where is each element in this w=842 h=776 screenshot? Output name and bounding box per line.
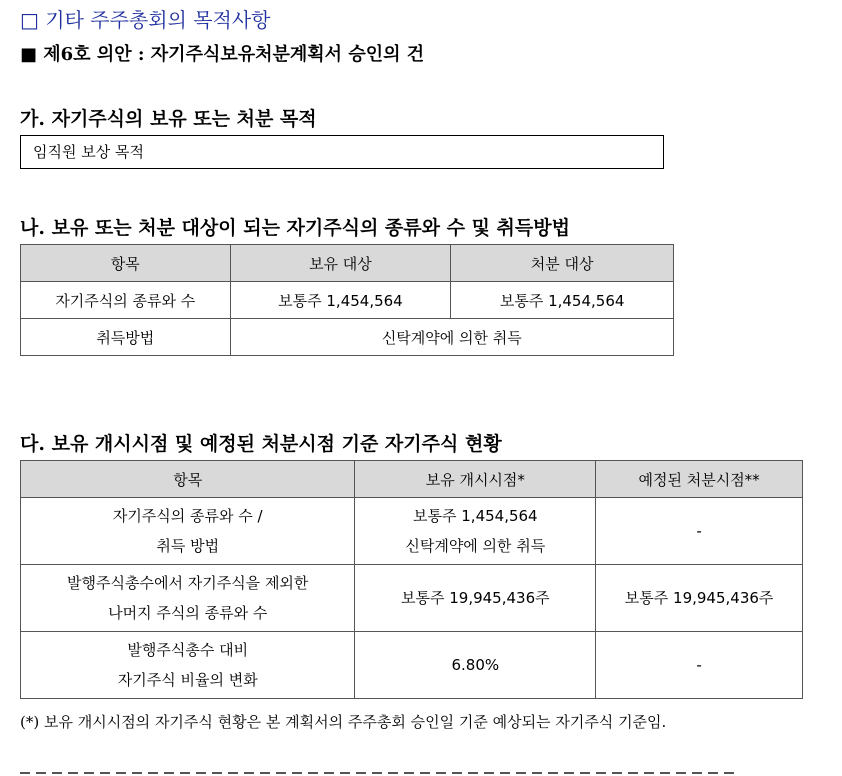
table-row	[21, 565, 803, 632]
label-line: 발행주식총수 대비	[127, 641, 249, 659]
header-hold: 보유 대상	[230, 245, 451, 282]
row-label	[21, 632, 355, 699]
start-value	[355, 498, 596, 565]
start-value: 6.80%	[355, 632, 596, 699]
row-label	[21, 498, 355, 565]
row-label	[21, 565, 355, 632]
row-label: 취득방법	[21, 319, 231, 356]
acquisition-method: 신탁계약에 의한 취득	[230, 319, 673, 356]
dispose-value: 보통주 1,454,564	[451, 282, 674, 319]
value-line: 신탁계약에 의한 취득	[405, 537, 546, 555]
status-heading: 다. 보유 개시시점 및 예정된 처분시점 기준 자기주식 현황	[20, 433, 502, 455]
header-item: 항목	[21, 245, 231, 282]
end-value: 보통주 19,945,436주	[596, 565, 803, 632]
header-end: 예정된 처분시점**	[596, 461, 803, 498]
agenda-title: ■ 제6호 의안 : 자기주식보유처분계획서 승인의 건	[20, 44, 425, 65]
table-row	[21, 498, 803, 565]
label-line: 발행주식총수에서 자기주식을 제외한	[67, 574, 309, 592]
target-heading: 나. 보유 또는 처분 대상이 되는 자기주식의 종류와 수 및 취득방법	[20, 217, 570, 239]
table-row	[21, 632, 803, 699]
section-title: □ 기타 주주총회의 목적사항	[20, 8, 271, 32]
end-value: -	[596, 498, 803, 565]
label-line: 나머지 주식의 종류와 수	[108, 604, 268, 622]
row-label: 자기주식의 종류와 수	[21, 282, 231, 319]
table-row	[21, 319, 674, 356]
status-table	[20, 460, 803, 699]
header-start: 보유 개시시점*	[355, 461, 596, 498]
label-line: 자기주식의 종류와 수 /	[112, 507, 263, 525]
table-header-row	[21, 461, 803, 498]
label-line: 자기주식 비율의 변화	[117, 671, 258, 689]
label-line: 취득 방법	[156, 537, 220, 555]
value-line: 보통주 1,454,564	[413, 507, 538, 525]
footnote: (*) 보유 개시시점의 자기주식 현황은 본 계획서의 주주총회 승인일 기준 예상되는 자기주식 기준임.	[20, 713, 667, 731]
start-value: 보통주 19,945,436주	[355, 565, 596, 632]
end-value: -	[596, 632, 803, 699]
hold-value: 보통주 1,454,564	[230, 282, 451, 319]
cut-off-text-line	[20, 764, 740, 776]
table-header-row	[21, 245, 674, 282]
target-table	[20, 244, 674, 356]
header-dispose: 처분 대상	[451, 245, 674, 282]
header-item: 항목	[21, 461, 355, 498]
purpose-heading: 가. 자기주식의 보유 또는 처분 목적	[20, 108, 317, 130]
purpose-value: 임직원 보상 목적	[20, 135, 664, 169]
table-row	[21, 282, 674, 319]
